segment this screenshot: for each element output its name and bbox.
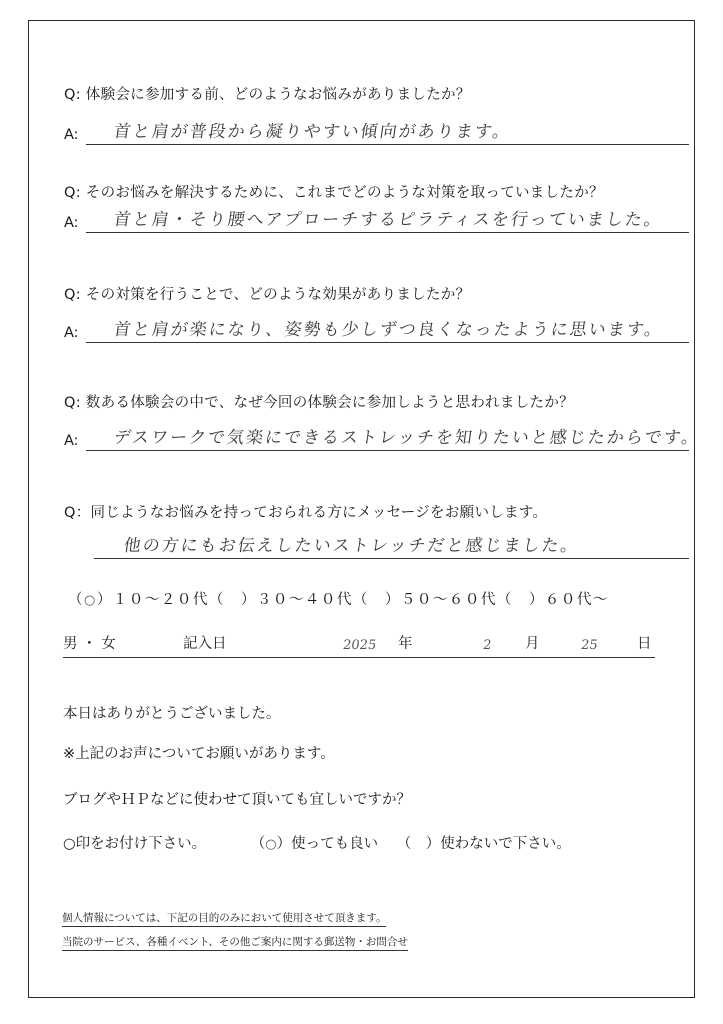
age-options-text: ）１０～２０代（ ）３０～４０代（ ）５０～６０代（ ）６０代～ (96, 592, 609, 608)
entry-info-row (63, 632, 655, 658)
instruction-text: ○印をお付け下さい。 (63, 836, 207, 852)
year-label: 年 (398, 636, 413, 652)
answer-label: A: (64, 433, 79, 449)
question-1: Q: 体験会に参加する前、どのようなお悩みがありましたか？ (64, 87, 471, 103)
month-label: 月 (525, 636, 540, 652)
handwritten-answer-5: 他の方にもお伝えしたいストレッチだと感じました。 (122, 536, 581, 556)
privacy-line-1: 個人情報については、下記の目的のみにおいて使用させて頂きます。 (62, 910, 386, 927)
answer-label: A: (64, 127, 79, 143)
answer-line (86, 450, 689, 451)
ok-selected-mark: ○ (265, 837, 277, 852)
usage-consent-row (63, 832, 571, 853)
answer-line (86, 144, 689, 145)
answer-row-2 (64, 207, 689, 235)
answer-row-3 (64, 317, 689, 345)
answer-line (86, 232, 689, 233)
answer-label: A: (64, 215, 79, 231)
answer-row-1 (64, 119, 689, 147)
month-value: 2 (481, 638, 493, 653)
year-value: 2025 (341, 638, 378, 653)
ok-paren: （ (250, 836, 266, 852)
answer-line (86, 342, 689, 343)
age-group-options (68, 588, 609, 609)
answer-line (94, 558, 689, 559)
answer-row-5 (64, 533, 689, 561)
question-4: Q: 数ある体験会の中で、なぜ今回の体験会に参加しようと思われましたか？ (64, 395, 574, 411)
gender-options: 男 ・ 女 (63, 636, 116, 652)
day-label: 日 (637, 636, 652, 652)
age-selected-mark: ○ (84, 593, 97, 608)
question-5: Q：同じようなお悩みを持っておられる方にメッセージをお願いします。 (64, 505, 548, 521)
answer-label: A: (64, 325, 79, 341)
entry-line (63, 657, 655, 658)
handwritten-answer-3: 首と肩が楽になり、姿勢も少しずつ良くなったように思います。 (112, 320, 665, 340)
usage-question: ブログやＨＰなどに使わせて頂いても宜しいですか？ (63, 792, 411, 808)
answer-row-4 (64, 425, 702, 453)
thanks-text: 本日はありがとうございました。 (63, 706, 281, 722)
day-value: 25 (579, 638, 599, 653)
date-label: 記入日 (183, 636, 227, 652)
ng-option: （ ）使わないで下さい。 (396, 836, 571, 852)
privacy-line-2: 当院のサービス、各種イベント、その他ご案内に関する郵送物・お問合せ (62, 934, 408, 951)
request-text: ※上記のお声についてお願いがあります。 (63, 746, 335, 762)
handwritten-answer-4: デスワークで気楽にできるストレッチを知りたいと感じたからです。 (112, 428, 702, 448)
handwritten-answer-2: 首と肩・そり腰へアプローチするピラティスを行っていました。 (112, 210, 665, 230)
question-2: Q: そのお悩みを解決するために、これまでどのような対策を取っていましたか？ (64, 185, 604, 201)
question-3: Q: その対策を行うことで、どのような効果がありましたか？ (64, 287, 471, 303)
ok-option: ）使っても良い (276, 836, 379, 852)
handwritten-answer-1: 首と肩が普段から凝りやすい傾向があります。 (112, 122, 513, 142)
age-paren: （ (68, 592, 84, 608)
